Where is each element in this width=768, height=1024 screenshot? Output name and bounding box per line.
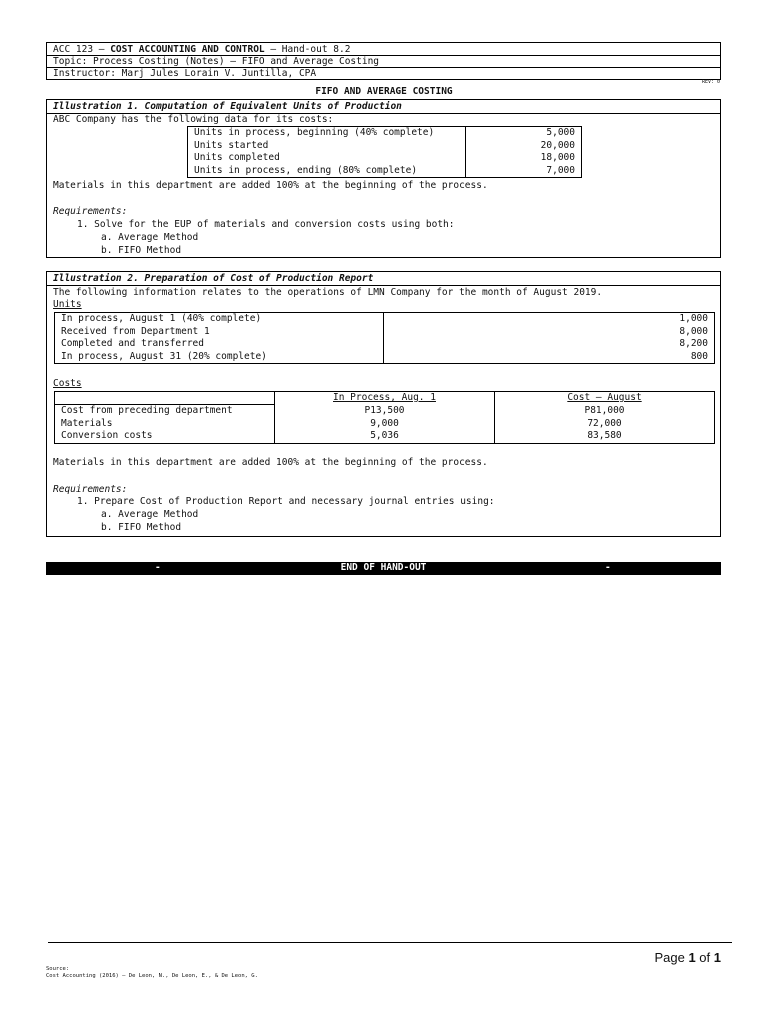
table-row xyxy=(55,418,715,431)
table-header-row xyxy=(55,392,715,405)
page-prefix: Page xyxy=(654,950,689,965)
illustration1-req-b: b. FIFO Method xyxy=(101,245,182,256)
end-bar-right-dash: - xyxy=(605,562,611,573)
table-row xyxy=(55,430,715,443)
row-value: 5,000 xyxy=(546,127,575,138)
table-row xyxy=(55,313,715,326)
course-prefix: ACC 123 – xyxy=(53,44,111,55)
units-label: Units xyxy=(53,299,82,310)
header-box xyxy=(46,42,721,80)
table-row xyxy=(188,165,582,178)
illustration2-req-label: Requirements: xyxy=(53,484,128,495)
table-row xyxy=(55,351,715,364)
end-bar-text: END OF HAND-OUT xyxy=(340,562,427,573)
topic-line: Topic: Process Costing (Notes) – FIFO and Average Costing xyxy=(53,56,380,67)
illustration2-note: Materials in this department are added 100% at the beginning of the process. xyxy=(53,457,488,468)
row-label: Units in process, beginning (40% complete) xyxy=(188,127,466,140)
units-table xyxy=(54,312,715,364)
header-in-process: In Process, Aug. 1 xyxy=(275,392,495,405)
document-title: FIFO AND AVERAGE COSTING xyxy=(315,86,453,97)
row-value: 7,000 xyxy=(546,164,575,176)
end-of-handout-bar xyxy=(46,562,721,575)
row-label: Cost from preceding department xyxy=(55,405,275,418)
row-label: Conversion costs xyxy=(55,430,275,443)
costs-table xyxy=(54,391,715,444)
page-total: 1 xyxy=(713,950,721,965)
row-label: Units in process, ending (80% complete) xyxy=(188,165,466,178)
row-value-b: 83,580 xyxy=(587,430,622,442)
row-value: 800 xyxy=(690,350,708,362)
footer-rule xyxy=(48,942,732,943)
page-mid: of xyxy=(695,950,714,965)
row-label: Completed and transferred xyxy=(55,338,384,351)
table-row xyxy=(188,152,582,165)
row-value: 18,000 xyxy=(540,152,575,164)
row-value-b: P81,000 xyxy=(584,404,625,416)
row-value: 8,000 xyxy=(679,325,708,337)
row-label: Received from Department 1 xyxy=(55,326,384,339)
row-label: Materials xyxy=(55,418,275,431)
row-value-a: 5,036 xyxy=(275,430,495,443)
illustration2-box xyxy=(46,271,721,537)
row-value: 1,000 xyxy=(679,313,708,324)
page-number xyxy=(654,950,721,966)
table-row xyxy=(55,338,715,351)
end-bar-left-dash: - xyxy=(155,562,161,573)
illustration1-req1: 1. Solve for the EUP of materials and conversion costs using both: xyxy=(77,219,455,230)
costs-label: Costs xyxy=(53,378,82,389)
row-label: In process, August 31 (20% complete) xyxy=(55,351,384,364)
illustration1-title: Illustration 1. Computation of Equivalent Units of Production xyxy=(53,101,402,112)
page-current: 1 xyxy=(688,950,696,965)
illustration1-req-a: a. Average Method xyxy=(101,232,199,243)
row-value-a: P13,500 xyxy=(275,405,495,418)
row-value: 20,000 xyxy=(540,139,575,151)
illustration1-req-label: Requirements: xyxy=(53,206,128,217)
illustration2-req-a: a. Average Method xyxy=(101,509,199,520)
row-value-b: 72,000 xyxy=(587,417,622,429)
illustration1-units-table xyxy=(187,126,582,178)
illustration1-note: Materials in this department are added 100% at the beginning of the process. xyxy=(53,180,488,191)
row-label: Units completed xyxy=(188,152,466,165)
illustration2-req1: 1. Prepare Cost of Production Report and necessary journal entries using: xyxy=(77,496,495,507)
table-row xyxy=(188,127,582,140)
instructor-line: Instructor: Marj Jules Lorain V. Juntilla, CPA xyxy=(53,68,317,79)
illustration2-intro: The following information relates to the operations of LMN Company for the month of August 2019. xyxy=(53,287,603,298)
illustration2-title: Illustration 2. Preparation of Cost of Production Report xyxy=(53,273,374,284)
rev-label: REV: 0 xyxy=(701,79,720,85)
illustration1-intro: ABC Company has the following data for its costs: xyxy=(53,114,334,125)
illustration1-box xyxy=(46,99,721,258)
course-title: COST ACCOUNTING AND CONTROL xyxy=(110,44,265,55)
row-value-a: 9,000 xyxy=(275,418,495,431)
table-row xyxy=(188,140,582,153)
course-suffix: – Hand-out 8.2 xyxy=(264,44,351,55)
source-label: Source: xyxy=(46,966,70,972)
table-row xyxy=(55,326,715,339)
header-cost-august: Cost – August xyxy=(567,392,642,403)
source-text: Cost Accounting (2016) – De Leon, N., De Leon, E., & De Leon, G. xyxy=(46,973,258,979)
illustration2-req-b: b. FIFO Method xyxy=(101,522,182,533)
header-blank xyxy=(55,392,275,405)
row-label: Units started xyxy=(188,140,466,153)
row-value: 8,200 xyxy=(679,338,708,350)
table-row xyxy=(55,405,715,418)
row-label: In process, August 1 (40% complete) xyxy=(55,313,384,326)
